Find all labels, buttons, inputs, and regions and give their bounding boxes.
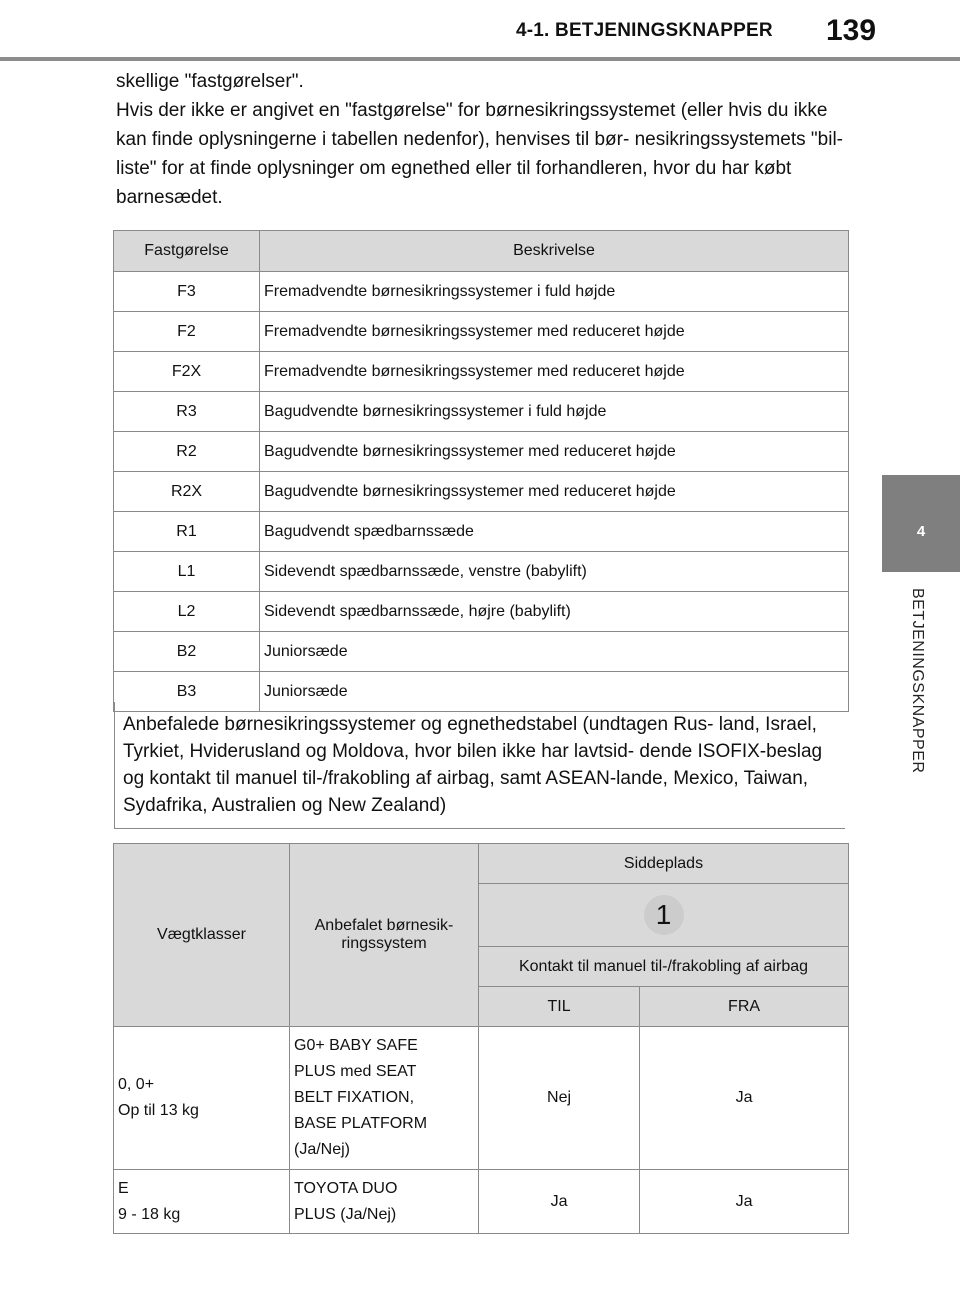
recommendation-table-body [114, 1027, 849, 1234]
header-recommended-system: Anbefalet børnesik- ringssystem [290, 844, 479, 1027]
fixture-description: Juniorsæde [260, 632, 849, 672]
fixture-code: R3 [114, 392, 260, 432]
airbag-off-value: Ja [640, 1027, 849, 1170]
table-row [114, 632, 849, 672]
fixture-table-body [114, 272, 849, 712]
weight-class-line: Op til 13 kg [118, 1102, 199, 1119]
fixture-description: Sidevendt spædbarnssæde, højre (babylift) [260, 592, 849, 632]
system-cell [290, 1170, 479, 1234]
table-header-row [114, 231, 849, 272]
intro-line: skellige "fastgørelser". [116, 71, 304, 92]
table-row [114, 392, 849, 432]
table-row [114, 1170, 849, 1234]
fixture-code: R2 [114, 432, 260, 472]
recommendation-note [114, 702, 845, 829]
weight-class-cell [114, 1170, 290, 1234]
weight-class-cell [114, 1027, 290, 1170]
airbag-on-value: Ja [479, 1170, 640, 1234]
system-cell [290, 1027, 479, 1170]
fixture-description: Juniorsæde [260, 672, 849, 712]
fixture-code: R2X [114, 472, 260, 512]
table-row [114, 1027, 849, 1170]
fixture-description: Bagudvendte børnesikringssystemer med reduceret højde [260, 432, 849, 472]
table-row [114, 432, 849, 472]
intro-paragraph: Hvis der ikke er angivet en "fastgørelse" for børnesikringssystemet (eller hvis du ikke kan finde oplysningerne i tabellen nedenfor), henvises til bør- nesikringssystemets "bil-liste" for at finde oplysninger om egnethed eller til forhandleren, hvor du har købt barnesædet. [116, 100, 843, 208]
weight-class-line: E [118, 1179, 129, 1197]
system-line: BELT FIXATION, [294, 1089, 415, 1106]
table-row [114, 512, 849, 552]
system-line: BASE PLATFORM [294, 1115, 428, 1132]
fixture-description: Fremadvendte børnesikringssystemer i fuld højde [260, 272, 849, 312]
header-seat-position: Siddeplads [479, 844, 849, 884]
system-line: (Ja/Nej) [294, 1141, 351, 1158]
fixture-code: L2 [114, 592, 260, 632]
fixture-description: Bagudvendte børnesikringssystemer med reduceret højde [260, 472, 849, 512]
fixture-code: F2X [114, 352, 260, 392]
note-text: Anbefalede børnesikringssystemer og egnethedstabel (undtagen Rus- land, Israel, Tyrkiet, Hviderusland og Moldova, hvor bilen ikke har lavtsid- dende ISOFIX-beslag og kontakt til manuel til-/frakobling af airbag, samt ASEAN-lande, Mexico, Taiwan, Sydafrika, Australien og New Zealand) [123, 714, 823, 816]
fixture-description: Bagudvendte børnesikringssystemer i fuld højde [260, 392, 849, 432]
table-row [114, 592, 849, 632]
header-airbag-switch: Kontakt til manuel til-/frakobling af airbag [479, 947, 849, 987]
header-fixture: Fastgørelse [114, 231, 260, 272]
table-row [114, 272, 849, 312]
table-row [114, 472, 849, 512]
header-description: Beskrivelse [260, 231, 849, 272]
seat-number-icon: 1 [644, 895, 684, 935]
fixture-description: Fremadvendte børnesikringssystemer med reduceret højde [260, 352, 849, 392]
recommendation-table [113, 843, 849, 1234]
header-airbag-off: FRA [640, 987, 849, 1027]
fixture-description: Bagudvendt spædbarnssæde [260, 512, 849, 552]
section-title: 4-1. BETJENINGSKNAPPER [516, 20, 773, 41]
fixture-description: Sidevendt spædbarnssæde, venstre (babylift) [260, 552, 849, 592]
page-number: 139 [826, 14, 877, 47]
fixture-code: F3 [114, 272, 260, 312]
system-line: TOYOTA DUO [294, 1179, 398, 1197]
airbag-off-value: Ja [640, 1170, 849, 1234]
system-line: PLUS (Ja/Nej) [294, 1205, 397, 1223]
chapter-label: BETJENINGSKNAPPER [909, 588, 926, 774]
airbag-on-value: Nej [479, 1027, 640, 1170]
weight-class-line: 0, 0+ [118, 1076, 155, 1093]
fixture-description: Fremadvendte børnesikringssystemer med reduceret højde [260, 312, 849, 352]
intro-text [116, 67, 846, 212]
system-line: G0+ BABY SAFE [294, 1037, 418, 1054]
header-airbag-on: TIL [479, 987, 640, 1027]
table-row [114, 352, 849, 392]
chapter-number: 4 [916, 523, 926, 540]
system-line: PLUS med SEAT [294, 1063, 417, 1080]
fixture-table [113, 230, 849, 712]
fixture-code: L1 [114, 552, 260, 592]
fixture-code: B3 [114, 672, 260, 712]
weight-class-line: 9 - 18 kg [118, 1205, 181, 1223]
fixture-code: B2 [114, 632, 260, 672]
chapter-tab [882, 475, 960, 572]
header-weight-class: Vægtklasser [114, 844, 290, 1027]
table-row [114, 312, 849, 352]
table-row [114, 552, 849, 592]
fixture-code: F2 [114, 312, 260, 352]
fixture-code: R1 [114, 512, 260, 552]
seat-number-cell [479, 884, 849, 947]
header-divider [0, 57, 960, 61]
